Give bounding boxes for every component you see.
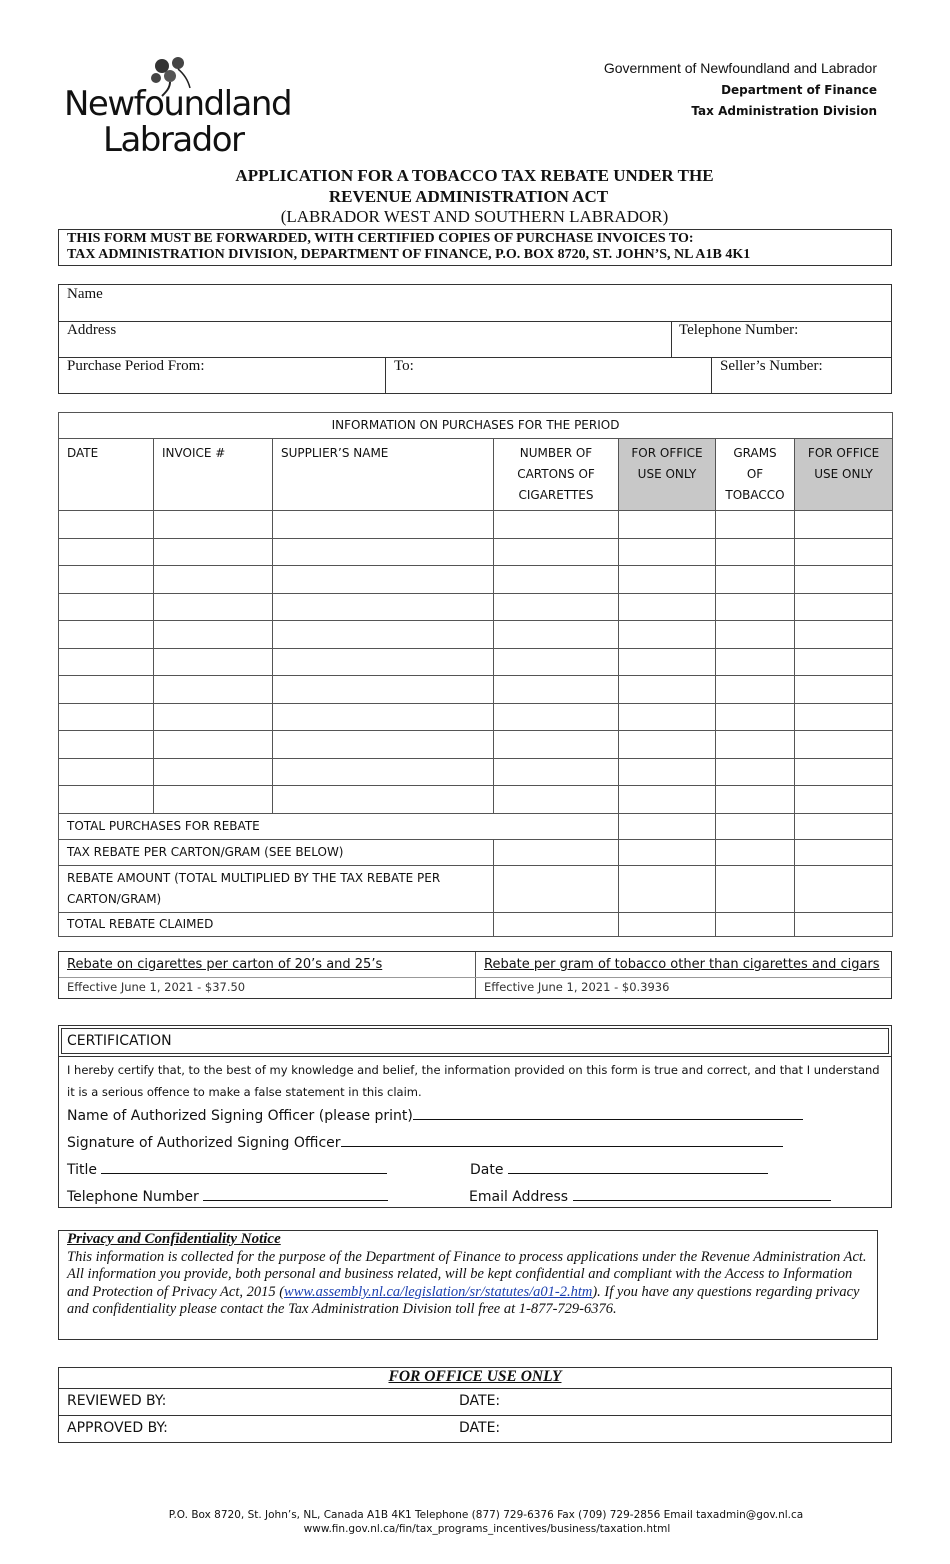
cell-grams[interactable] — [716, 786, 795, 814]
tax-rebate-rate-grams[interactable] — [716, 839, 795, 865]
footer-url[interactable]: www.fin.gov.nl.ca/fin/tax_programs_incentives/business/taxation.html — [303, 1523, 671, 1535]
cell-office-1 — [619, 593, 716, 621]
cell-grams[interactable] — [716, 511, 795, 539]
cell-office-1 — [619, 538, 716, 566]
gov-name: Government of Newfoundland and Labrador — [603, 60, 877, 76]
cell-invoice[interactable] — [154, 758, 273, 786]
division-name: Tax Administration Division — [691, 104, 877, 118]
col-invoice: INVOICE # — [154, 439, 273, 511]
cell-date[interactable] — [59, 786, 154, 814]
cell-supplier[interactable] — [273, 703, 494, 731]
cell-grams[interactable] — [716, 621, 795, 649]
cell-cartons[interactable] — [494, 621, 619, 649]
privacy-text-end: ). If you have any questions regarding privacy and confidentiality please contact the Tax Administration Division toll free at 1-877-729-6376. — [67, 1283, 860, 1318]
cell-invoice[interactable] — [154, 731, 273, 759]
table-row — [59, 648, 893, 676]
cell-grams[interactable] — [716, 566, 795, 594]
cell-date[interactable] — [59, 676, 154, 704]
col-office-use-1: FOR OFFICE USE ONLY — [619, 439, 716, 511]
phone-input[interactable] — [203, 1187, 388, 1201]
cell-office-2 — [795, 786, 893, 814]
cell-office-2 — [795, 511, 893, 539]
cell-office-1 — [619, 566, 716, 594]
logo-text-newfoundland: Newfoundland — [64, 84, 292, 124]
approved-date-label: DATE: — [459, 1420, 501, 1436]
cell-cartons[interactable] — [494, 703, 619, 731]
cell-date[interactable] — [59, 538, 154, 566]
form-subtitle: (LABRADOR WEST AND SOUTHERN LABRADOR) — [280, 207, 669, 226]
cell-grams[interactable] — [716, 538, 795, 566]
cell-office-2 — [795, 758, 893, 786]
total-purchases-grams[interactable] — [716, 813, 795, 839]
table-row — [59, 593, 893, 621]
total-purchases-office-2 — [795, 813, 893, 839]
email-label: Email Address — [469, 1189, 569, 1205]
office-use-heading: FOR OFFICE USE ONLY — [388, 1368, 562, 1385]
department-name: Department of Finance — [721, 83, 877, 97]
cell-supplier[interactable] — [273, 566, 494, 594]
table-row — [59, 758, 893, 786]
notice-line1: THIS FORM MUST BE FORWARDED, WITH CERTIFIED COPIES OF PURCHASE INVOICES TO: — [67, 231, 694, 246]
cell-cartons[interactable] — [494, 593, 619, 621]
privacy-notice — [58, 1230, 878, 1340]
cell-supplier[interactable] — [273, 538, 494, 566]
cell-supplier[interactable] — [273, 621, 494, 649]
rebate-amount-grams[interactable] — [716, 865, 795, 912]
tax-rebate-rate-label: TAX REBATE PER CARTON/GRAM (SEE BELOW) — [59, 839, 494, 865]
cell-cartons[interactable] — [494, 758, 619, 786]
mailing-notice — [58, 229, 892, 266]
cell-office-2 — [795, 593, 893, 621]
phone-row — [67, 1187, 388, 1205]
cell-date[interactable] — [59, 621, 154, 649]
address-field[interactable]: Address — [67, 322, 117, 338]
date-label: Date — [470, 1162, 504, 1178]
date-input[interactable] — [508, 1160, 768, 1174]
phone-label: Telephone Number — [67, 1189, 199, 1205]
cell-office-1 — [619, 511, 716, 539]
title-label: Title — [67, 1162, 98, 1178]
cell-date[interactable] — [59, 731, 154, 759]
total-rebate-grams[interactable] — [716, 912, 795, 936]
cell-date[interactable] — [59, 566, 154, 594]
cell-cartons[interactable] — [494, 566, 619, 594]
cell-supplier[interactable] — [273, 758, 494, 786]
cell-date[interactable] — [59, 511, 154, 539]
table-row — [59, 621, 893, 649]
officer-name-input[interactable] — [413, 1106, 803, 1120]
cell-supplier[interactable] — [273, 731, 494, 759]
notice-line2: TAX ADMINISTRATION DIVISION, DEPARTMENT OF FINANCE, P.O. BOX 8720, ST. JOHN’S, NL A1B 4K1 — [67, 247, 751, 262]
total-rebate-cartons[interactable] — [494, 912, 619, 936]
seller-number-field[interactable]: Seller’s Number: — [720, 358, 823, 374]
cell-date[interactable] — [59, 703, 154, 731]
cell-office-1 — [619, 731, 716, 759]
cell-cartons[interactable] — [494, 786, 619, 814]
certification-heading: CERTIFICATION — [67, 1033, 172, 1049]
cell-office-2 — [795, 621, 893, 649]
table-row — [59, 676, 893, 704]
col-office-use-2: FOR OFFICE USE ONLY — [795, 439, 893, 511]
cell-office-2 — [795, 703, 893, 731]
tobacco-rebate-title: Rebate per gram of tobacco other than cigarettes and cigars — [484, 957, 880, 972]
cell-office-2 — [795, 676, 893, 704]
cell-grams[interactable] — [716, 758, 795, 786]
cell-office-1 — [619, 786, 716, 814]
period-from-field[interactable]: Purchase Period From: — [67, 358, 205, 374]
col-supplier: SUPPLIER’S NAME — [273, 439, 494, 511]
certification-statement: I hereby certify that, to the best of my knowledge and belief, the information provided on this form is true and correct, and that I understand it is a serious offence to make a false statement in this claim. — [67, 1063, 880, 1099]
title-row — [67, 1160, 387, 1178]
cell-grams[interactable] — [716, 593, 795, 621]
cell-invoice[interactable] — [154, 566, 273, 594]
cell-supplier[interactable] — [273, 676, 494, 704]
logo-text-labrador: Labrador — [103, 120, 244, 160]
approved-by-label: APPROVED BY: — [67, 1420, 168, 1436]
email-input[interactable] — [573, 1187, 831, 1201]
table-row — [59, 511, 893, 539]
cell-grams[interactable] — [716, 676, 795, 704]
cell-date[interactable] — [59, 758, 154, 786]
date-row — [470, 1160, 768, 1178]
rebate-amount-label: REBATE AMOUNT (TOTAL MULTIPLIED BY THE TAX REBATE PER CARTON/GRAM) — [59, 865, 494, 912]
tax-rebate-rate-cartons[interactable] — [494, 839, 619, 865]
tobacco-rebate-value: Effective June 1, 2021 - $0.3936 — [484, 980, 670, 994]
rebate-rates-box — [58, 951, 892, 999]
cell-cartons[interactable] — [494, 676, 619, 704]
privacy-text — [67, 1249, 869, 1319]
cell-grams[interactable] — [716, 703, 795, 731]
cell-cartons[interactable] — [494, 538, 619, 566]
officer-name-row — [67, 1106, 803, 1124]
table-row — [59, 566, 893, 594]
email-row — [469, 1187, 831, 1205]
signature-input[interactable] — [341, 1133, 783, 1147]
cell-invoice[interactable] — [154, 593, 273, 621]
cell-invoice[interactable] — [154, 786, 273, 814]
office-use-box — [58, 1367, 892, 1443]
col-grams: GRAMS OF TOBACCO — [716, 439, 795, 511]
cell-office-1 — [619, 758, 716, 786]
cell-office-1 — [619, 621, 716, 649]
privacy-text-main: This information is collected for the purpose of the Department of Finance to process applications under the Revenue Administration Act. All information you provide, both personal and business related, will be kept confidential and compliant with the Access to Information and Protection of Privacy Act, 2015 ( — [67, 1248, 867, 1300]
cell-invoice[interactable] — [154, 538, 273, 566]
table-row — [59, 786, 893, 814]
cigarette-rebate-value: Effective June 1, 2021 - $37.50 — [67, 980, 246, 994]
cell-invoice[interactable] — [154, 511, 273, 539]
telephone-field[interactable]: Telephone Number: — [679, 322, 799, 338]
reviewed-by-label: REVIEWED BY: — [67, 1393, 167, 1409]
cell-cartons[interactable] — [494, 511, 619, 539]
cell-supplier[interactable] — [273, 786, 494, 814]
cell-invoice[interactable] — [154, 676, 273, 704]
certification-box — [58, 1025, 892, 1208]
cell-supplier[interactable] — [273, 511, 494, 539]
cell-office-1 — [619, 648, 716, 676]
name-field[interactable]: Name — [67, 286, 103, 302]
total-rebate-label: TOTAL REBATE CLAIMED — [59, 912, 494, 936]
reviewed-date-label: DATE: — [459, 1393, 501, 1409]
signature-label: Signature of Authorized Signing Officer — [67, 1135, 341, 1151]
cell-grams[interactable] — [716, 731, 795, 759]
cell-date[interactable] — [59, 593, 154, 621]
footer-contact: P.O. Box 8720, St. John’s, NL, Canada A1B 4K1 Telephone (877) 729-6376 Fax (709) 729-2856 Email taxadmin@gov.nl.ca — [168, 1509, 804, 1521]
cell-grams[interactable] — [716, 648, 795, 676]
purchases-caption: INFORMATION ON PURCHASES FOR THE PERIOD — [59, 413, 893, 439]
privacy-act-link[interactable]: www.assembly.nl.ca/legislation/sr/statutes/a01-2.htm — [284, 1283, 593, 1300]
table-row — [59, 703, 893, 731]
col-cartons: NUMBER OF CARTONS OF CIGARETTES — [494, 439, 619, 511]
col-date: DATE — [59, 439, 154, 511]
table-row — [59, 538, 893, 566]
cell-invoice[interactable] — [154, 648, 273, 676]
form-title-line2: REVENUE ADMINISTRATION ACT — [328, 187, 609, 206]
title-input[interactable] — [101, 1160, 387, 1174]
applicant-info-box — [58, 284, 892, 394]
total-purchases-office-1 — [619, 813, 716, 839]
cell-office-2 — [795, 731, 893, 759]
cell-invoice[interactable] — [154, 703, 273, 731]
cell-office-2 — [795, 566, 893, 594]
period-to-field[interactable]: To: — [394, 358, 414, 374]
officer-name-label: Name of Authorized Signing Officer (please print) — [67, 1108, 413, 1124]
cell-office-2 — [795, 538, 893, 566]
cigarette-rebate-title: Rebate on cigarettes per carton of 20’s and 25’s — [67, 957, 383, 972]
total-purchases-label: TOTAL PURCHASES FOR REBATE — [59, 813, 619, 839]
cell-office-2 — [795, 648, 893, 676]
cell-office-1 — [619, 676, 716, 704]
form-title-line1: APPLICATION FOR A TOBACCO TAX REBATE UNDER THE — [235, 166, 714, 185]
privacy-heading: Privacy and Confidentiality Notice — [67, 1231, 281, 1247]
cell-cartons[interactable] — [494, 731, 619, 759]
cell-invoice[interactable] — [154, 621, 273, 649]
table-row — [59, 731, 893, 759]
purchases-table — [58, 412, 893, 937]
cell-office-1 — [619, 703, 716, 731]
cell-supplier[interactable] — [273, 648, 494, 676]
cell-cartons[interactable] — [494, 648, 619, 676]
rebate-amount-cartons[interactable] — [494, 865, 619, 912]
cell-supplier[interactable] — [273, 593, 494, 621]
signature-row — [67, 1133, 783, 1151]
cell-date[interactable] — [59, 648, 154, 676]
